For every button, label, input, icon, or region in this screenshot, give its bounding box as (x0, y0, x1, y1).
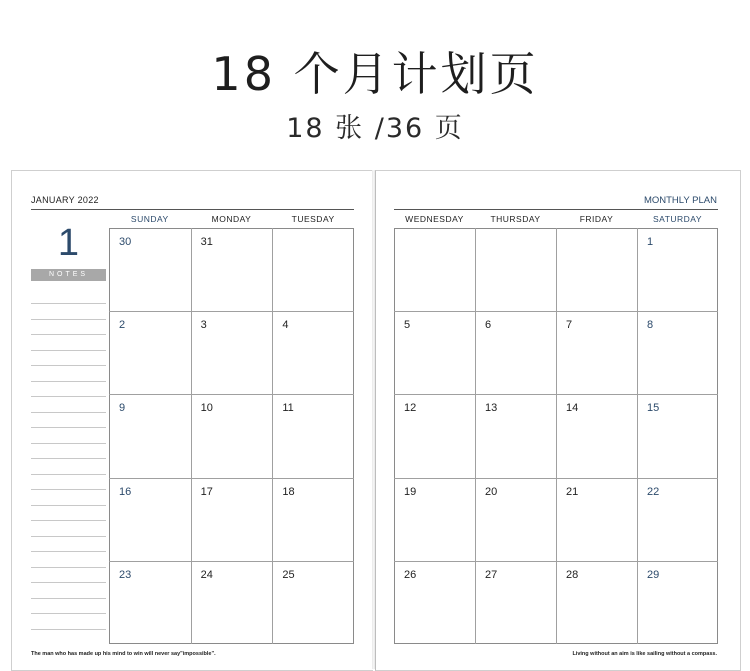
calendar-day-cell[interactable]: 13 (485, 402, 498, 415)
calendar-day-cell[interactable]: 5 (404, 319, 411, 332)
calendar-day-cell[interactable]: 7 (566, 319, 573, 332)
calendar-day-cell[interactable]: 24 (200, 568, 213, 581)
notes-line (31, 303, 106, 304)
day-of-week-friday: FRIDAY (579, 214, 614, 224)
day-of-week-tuesday: TUESDAY (291, 214, 335, 224)
calendar-day-cell[interactable]: 3 (200, 319, 207, 332)
calendar-day-cell[interactable]: 6 (485, 319, 492, 332)
notes-line (31, 381, 106, 382)
calendar-day-cell[interactable]: 4 (282, 319, 289, 332)
calendar-day-cell[interactable]: 15 (647, 402, 660, 415)
calendar-day-cell[interactable]: 17 (200, 485, 213, 498)
grid-row-divider (109, 394, 354, 395)
day-of-week-monday: MONDAY (211, 214, 252, 224)
grid-row-divider (109, 478, 354, 479)
notes-line (31, 350, 106, 351)
calendar-day-cell[interactable]: 31 (200, 236, 213, 248)
notes-line (31, 536, 106, 537)
notes-line (31, 365, 106, 366)
day-of-week-thursday: THURSDAY (490, 214, 541, 224)
notes-label: NOTES (31, 269, 106, 281)
calendar-day-cell[interactable]: 18 (282, 485, 295, 498)
notes-line (31, 443, 106, 444)
calendar-day-cell[interactable]: 20 (485, 485, 498, 498)
calendar-day-cell[interactable]: 28 (566, 568, 579, 581)
calendar-day-cell[interactable]: 11 (282, 402, 294, 415)
calendar-day-cell[interactable]: 25 (282, 568, 295, 581)
day-of-week-saturday: SATURDAY (652, 214, 703, 224)
day-of-week-sunday: SUNDAY (130, 214, 169, 224)
notes-line (31, 582, 106, 583)
day-of-week-wednesday: WEDNESDAY (405, 214, 464, 224)
grid-row-divider (109, 561, 354, 562)
notes-line (31, 598, 106, 599)
right-header-rule (394, 209, 718, 210)
calendar-day-cell[interactable]: 8 (647, 319, 654, 332)
left-calendar-grid (109, 228, 354, 644)
notes-line (31, 396, 106, 397)
calendar-day-cell[interactable]: 22 (647, 485, 660, 498)
notes-line (31, 520, 106, 521)
monthly-plan-label: MONTHLY PLAN (643, 195, 717, 206)
calendar-day-cell[interactable]: 27 (485, 568, 498, 581)
calendar-day-cell[interactable]: 30 (119, 236, 132, 248)
notes-line (31, 458, 106, 459)
calendar-day-cell[interactable]: 2 (119, 319, 126, 332)
calendar-day-cell[interactable]: 26 (404, 568, 417, 581)
grid-column-divider (191, 228, 192, 644)
grid-row-divider (394, 311, 718, 312)
calendar-day-cell[interactable]: 16 (119, 485, 132, 498)
notes-line (31, 567, 106, 568)
page-subtitle: 18 张 /36 页 (286, 113, 464, 144)
calendar-day-cell[interactable]: 9 (119, 402, 126, 415)
notes-line (31, 489, 106, 490)
notes-line (31, 427, 106, 428)
notes-line (31, 412, 106, 413)
grid-column-divider (272, 228, 273, 644)
month-number: 1 (57, 222, 80, 264)
grid-row-divider (109, 311, 354, 312)
planner-spine (372, 170, 375, 669)
calendar-day-cell[interactable]: 12 (404, 402, 417, 415)
calendar-day-cell[interactable]: 23 (119, 568, 132, 581)
grid-row-divider (394, 478, 718, 479)
calendar-day-cell[interactable]: 10 (200, 402, 213, 415)
page-title: 18 个月计划页 (211, 47, 539, 101)
calendar-day-cell[interactable]: 14 (566, 402, 579, 415)
right-quote: Living without an aim is like sailing without a compass. (572, 651, 717, 657)
notes-line (31, 629, 106, 630)
calendar-day-cell[interactable]: 1 (647, 236, 654, 248)
calendar-day-cell[interactable]: 19 (404, 485, 417, 498)
notes-line (31, 613, 106, 614)
grid-column-divider (475, 228, 476, 644)
notes-line (31, 474, 106, 475)
left-header-rule (31, 209, 354, 210)
month-label: JANUARY 2022 (31, 195, 99, 205)
calendar-day-cell[interactable]: 29 (647, 568, 660, 581)
notes-line (31, 334, 106, 335)
grid-row-divider (394, 561, 718, 562)
notes-line (31, 319, 106, 320)
grid-row-divider (394, 394, 718, 395)
calendar-day-cell[interactable]: 21 (566, 485, 579, 498)
grid-column-divider (556, 228, 557, 644)
notes-line (31, 505, 106, 506)
grid-column-divider (637, 228, 638, 644)
notes-line (31, 551, 106, 552)
left-quote: The man who has made up his mind to win will never say"impossible". (31, 651, 216, 657)
